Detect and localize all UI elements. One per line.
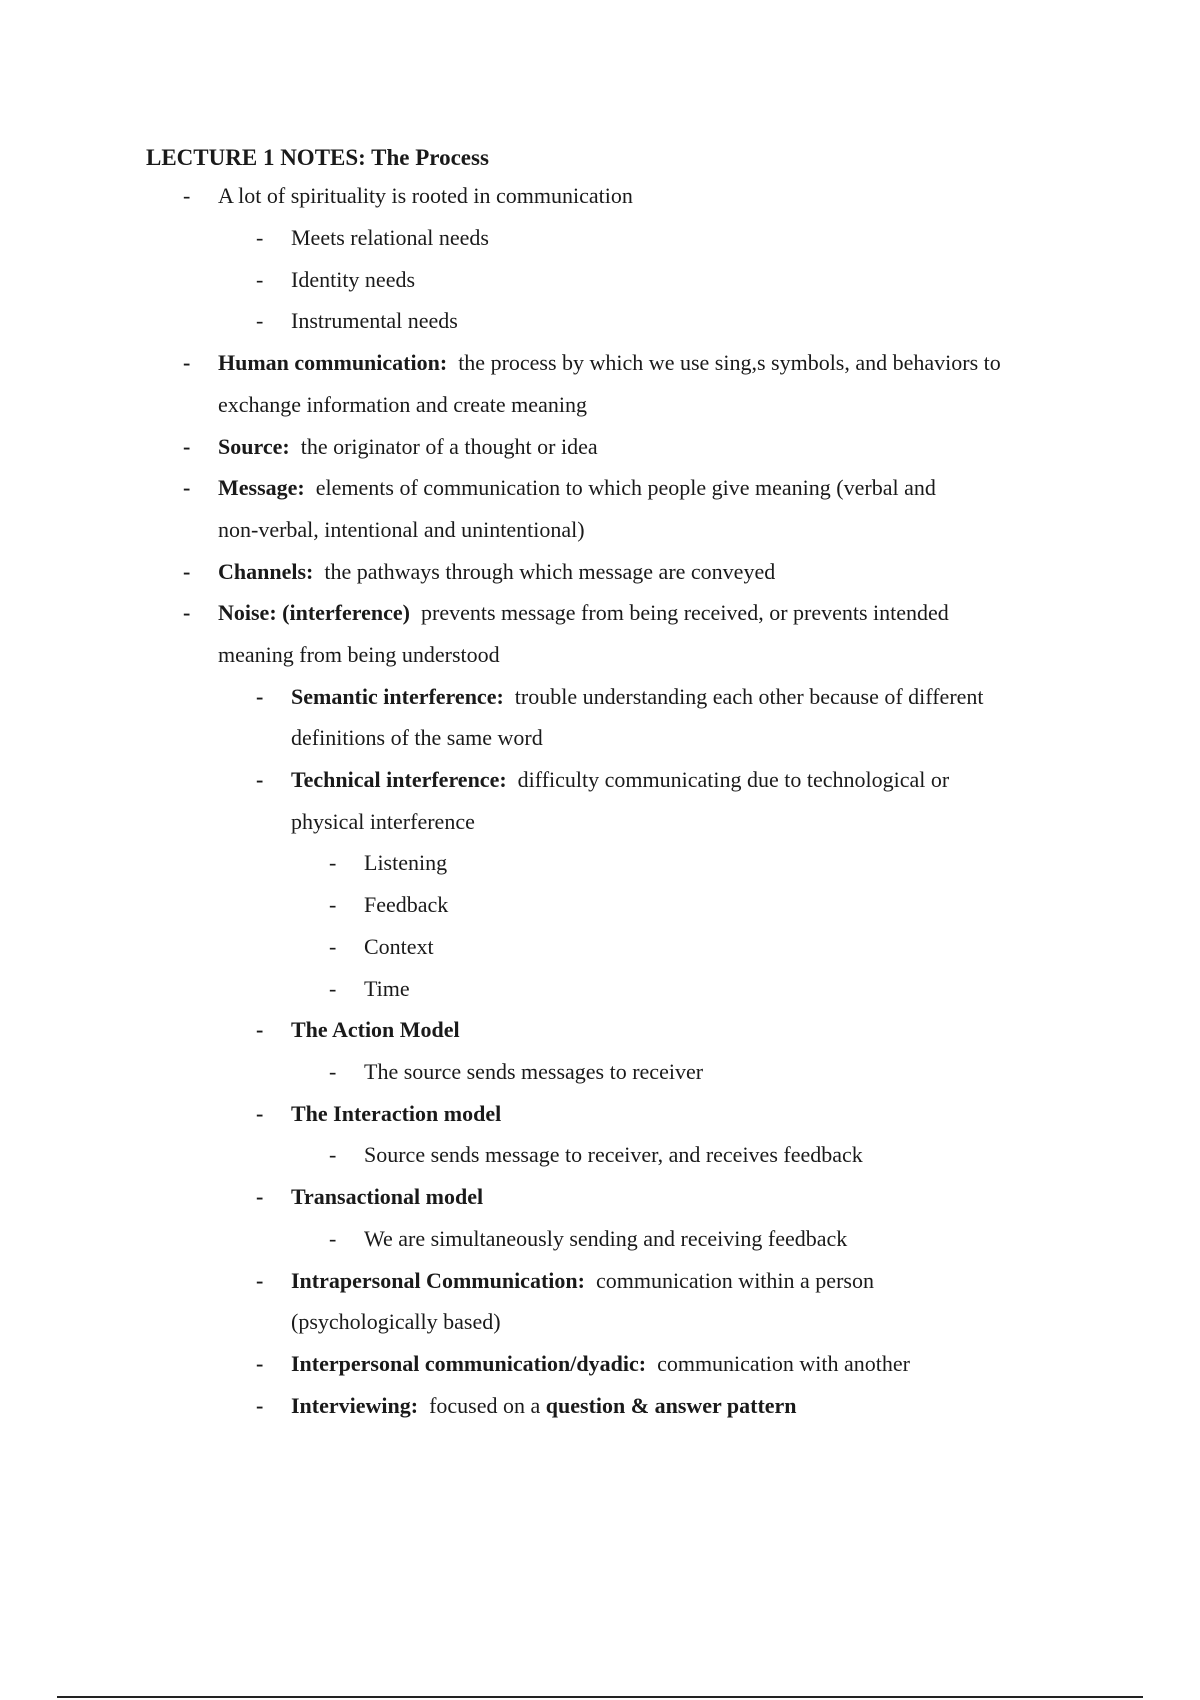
- list-item: [291, 1391, 797, 1421]
- list-item: [291, 1266, 874, 1296]
- item-text: elements of communication to which people give meaning (verbal and: [315, 475, 936, 500]
- bullet-dash: -: [183, 475, 191, 500]
- item-text: The source sends messages to receiver: [364, 1059, 704, 1084]
- item-text: communication within a person: [595, 1268, 874, 1293]
- list-item: [291, 682, 984, 712]
- item-text: Feedback: [364, 892, 449, 917]
- list-item: [364, 890, 448, 920]
- item-text: the process by which we use sing,s symbols, and behaviors to: [458, 350, 1001, 375]
- bullet-dash: -: [256, 1268, 264, 1293]
- item-text: Source sends message to receiver, and receives feedback: [364, 1142, 863, 1167]
- item-text: (psychologically based): [291, 1309, 501, 1334]
- item-text: meaning from being understood: [218, 642, 500, 667]
- item-text: the originator of a thought or idea: [300, 434, 598, 459]
- term-label: The Action Model: [291, 1017, 460, 1042]
- list-item: [291, 765, 949, 795]
- emphasis-text: question & answer pattern: [545, 1393, 797, 1418]
- bullet-dash: -: [256, 767, 264, 792]
- bullet-dash: -: [183, 183, 191, 208]
- item-text: Time: [364, 976, 410, 1001]
- term-label: Channels:: [218, 559, 314, 584]
- list-item: [291, 1349, 910, 1379]
- bullet-dash: -: [256, 225, 264, 250]
- item-text: Listening: [364, 850, 448, 875]
- item-text: We are simultaneously sending and receiving feedback: [364, 1226, 848, 1251]
- list-item: [291, 306, 458, 336]
- item-text: physical interference: [291, 809, 475, 834]
- term-label: Message:: [218, 475, 305, 500]
- list-item: [218, 473, 936, 503]
- item-text: A lot of spirituality is rooted in communication: [218, 183, 633, 208]
- bullet-dash: -: [256, 1101, 264, 1126]
- list-item: [218, 598, 949, 628]
- item-text: non-verbal, intentional and unintentional): [218, 517, 585, 542]
- bullet-dash: -: [183, 434, 191, 459]
- list-item: [218, 348, 1001, 378]
- page-title: LECTURE 1 NOTES: The Process: [146, 145, 489, 170]
- item-text: difficulty communicating due to technological or: [517, 767, 950, 792]
- term-label: Semantic interference:: [291, 684, 504, 709]
- list-item: [364, 1057, 703, 1087]
- bullet-dash: -: [329, 850, 337, 875]
- list-item-continuation: [291, 807, 475, 837]
- term-label: Noise: (interference): [218, 600, 410, 625]
- bullet-dash: -: [329, 976, 337, 1001]
- bullet-dash: -: [183, 600, 191, 625]
- list-item: [291, 1015, 460, 1045]
- bullet-dash: -: [256, 684, 264, 709]
- bullet-dash: -: [329, 892, 337, 917]
- term-label: Interpersonal communication/dyadic:: [291, 1351, 647, 1376]
- item-text: Identity needs: [291, 267, 416, 292]
- list-item: [291, 1099, 501, 1129]
- item-text: focused on a: [429, 1393, 541, 1418]
- bullet-dash: -: [329, 934, 337, 959]
- term-label: Transactional model: [291, 1184, 484, 1209]
- item-text: definitions of the same word: [291, 725, 543, 750]
- list-item: [364, 848, 447, 878]
- list-item-continuation: [218, 640, 500, 670]
- term-label: Source:: [218, 434, 290, 459]
- item-text: prevents message from being received, or prevents intended: [421, 600, 949, 625]
- list-item: [218, 432, 598, 462]
- bullet-dash: -: [329, 1142, 337, 1167]
- item-text: Instrumental needs: [291, 308, 458, 333]
- item-text: trouble understanding each other because of different: [514, 684, 984, 709]
- footer-rule: [57, 1696, 1143, 1698]
- bullet-dash: -: [329, 1226, 337, 1251]
- list-item: [218, 181, 633, 211]
- bullet-dash: -: [256, 1351, 264, 1376]
- term-label: The Interaction model: [291, 1101, 502, 1126]
- bullet-dash: -: [256, 267, 264, 292]
- list-item: [291, 1182, 483, 1212]
- term-label: Interviewing:: [291, 1393, 419, 1418]
- term-label: Human communication:: [218, 350, 448, 375]
- item-text: the pathways through which message are conveyed: [324, 559, 776, 584]
- list-item: [364, 974, 410, 1004]
- list-item: [291, 223, 489, 253]
- list-item: [218, 557, 775, 587]
- item-text: Context: [364, 934, 434, 959]
- bullet-dash: -: [183, 559, 191, 584]
- list-item-continuation: [291, 1307, 501, 1337]
- item-text: communication with another: [657, 1351, 910, 1376]
- term-label: Intrapersonal Communication:: [291, 1268, 585, 1293]
- list-item: [364, 1140, 863, 1170]
- term-label: Technical interference:: [291, 767, 507, 792]
- list-item-continuation: [218, 515, 585, 545]
- item-text: exchange information and create meaning: [218, 392, 587, 417]
- list-item: [364, 932, 434, 962]
- bullet-dash: -: [256, 1184, 264, 1209]
- bullet-dash: -: [183, 350, 191, 375]
- list-item: [364, 1224, 847, 1254]
- item-text: Meets relational needs: [291, 225, 489, 250]
- list-item-continuation: [218, 390, 587, 420]
- bullet-dash: -: [256, 1393, 264, 1418]
- bullet-dash: -: [256, 1017, 264, 1042]
- list-item-continuation: [291, 723, 543, 753]
- bullet-dash: -: [329, 1059, 337, 1084]
- bullet-dash: -: [256, 308, 264, 333]
- list-item: [291, 265, 415, 295]
